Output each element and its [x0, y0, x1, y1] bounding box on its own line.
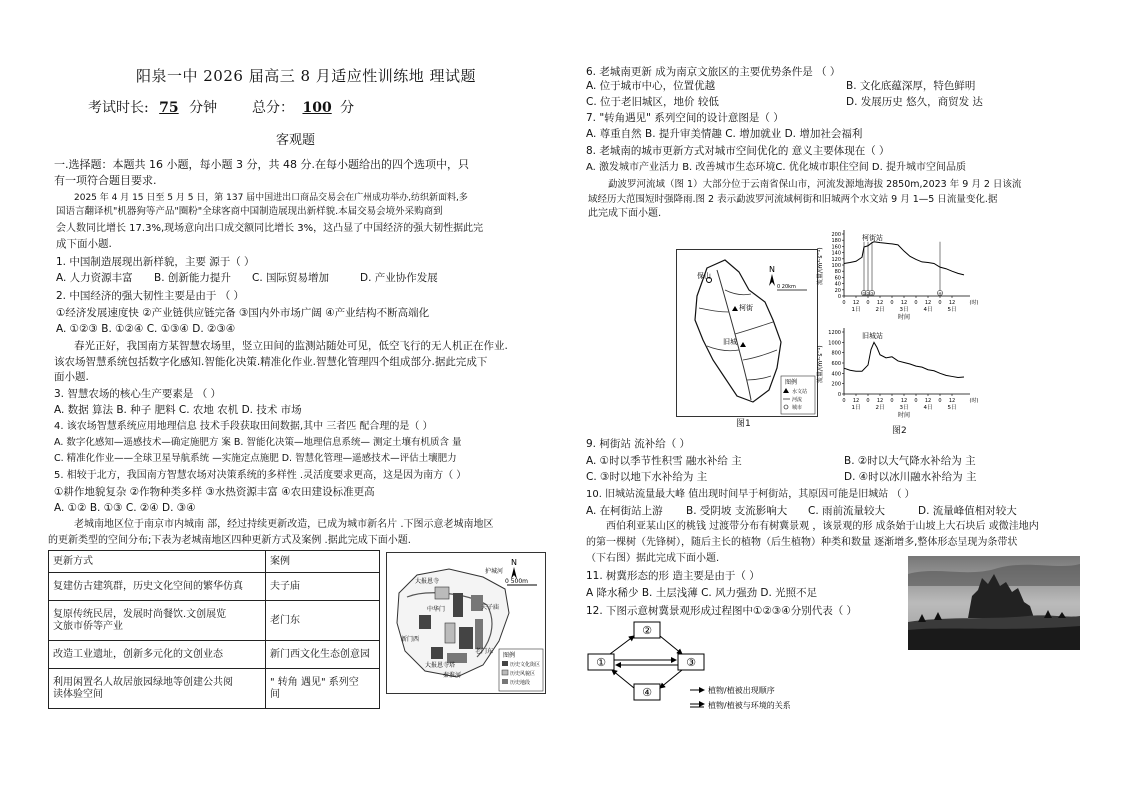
x-tick-label: 12 [876, 398, 884, 404]
map-label: 新门西 [401, 636, 420, 643]
figure2-caption: 图2 [892, 426, 907, 436]
station-title: 柯街站 [862, 234, 883, 242]
day-label: 3日 [899, 405, 909, 411]
passage4-line-1: 勐波罗河流域（图 1）大部分位于云南省保山市，河流发源地海拔 2850m,2023 年 9 月 2 日该流 [608, 179, 1022, 190]
map-label: 中华门 [427, 606, 446, 613]
table-cell: 复建仿古建筑群，历史文化空间的繁华仿真 [49, 573, 266, 601]
x-tick-label: 12 [900, 300, 908, 306]
q8-options: A. 激发城市产业活力 B. 改善城市生态环境C. 优化城市职住空间 D. 提升城市空间品质 [586, 162, 966, 173]
passage2-line-3: 面小题. [54, 371, 89, 383]
q9-option-c: C. ③时以地下水补给为 主 [586, 471, 708, 483]
x-tick-label: 12 [924, 300, 932, 306]
passage1-line-1: 2025 年 4 月 15 日至 5 月 5 日，第 137 届中国进出口商品交易会在广州成功举办,纺织新面料,多 [74, 193, 468, 203]
q11-options: A 降水稀少 B. 土层浅薄 C. 风力强劲 D. 光照不足 [586, 587, 818, 599]
table-header-case: 案例 [266, 551, 380, 573]
day-label: 2日 [875, 307, 885, 313]
time-value: 75 [159, 100, 179, 116]
q7-stem: 7. "转角遇见" 系列空间的设计意图是（ ） [586, 112, 784, 124]
passage2-line-1: 春光正好，我国南方某智慧农场里，竖立田间的监测站随处可见，低空飞行的无人机正在作业. [74, 340, 508, 352]
y-tick-label: 200 [831, 381, 841, 388]
place-label: 柯街 [739, 304, 753, 312]
legend-title: 图例 [503, 652, 516, 659]
table-cell: 老门东 [266, 601, 380, 641]
marker-label: ④ [938, 290, 942, 296]
old-city-south-map-svg [387, 553, 545, 693]
q10-option-a: A. 在柯街站上游 [586, 505, 663, 517]
basin-map-svg [677, 250, 817, 416]
y-tick-label: 120 [831, 256, 841, 263]
kejie-station-chart [816, 230, 978, 321]
passage3-line-1: 老城南地区位于南京市内城南 部，经过持续更新改造，已成为城市新名片 .下图示意老城南地区 [74, 519, 494, 530]
passage1-line-2: 国语言翻译机"机器狗等产品"圈粉"全球客商中国制造展现出新样貌.本届交易会境外采购商到 [56, 206, 443, 217]
passage2-line-2: 该农场智慧系统包括数字化感知.智能化决策.精准化作业.智慧化管理四个组成部分.据此完成下 [54, 356, 488, 368]
tree-landscape-photo [908, 556, 1080, 650]
table-header-method: 更新方式 [49, 551, 266, 573]
legend-item: 历史文化街区 [510, 662, 541, 668]
day-label: 4日 [923, 307, 933, 313]
place-label: 保山 [697, 272, 711, 280]
flow-legend-sequence: 植物/植被出现顺序 [708, 686, 775, 695]
x-tick-label: 0 [938, 398, 942, 404]
q10-option-b: B. 受阴坡 支流影响大 [686, 505, 788, 517]
passage3-line-2: 的更新类型的空间分布;下表为老城南地区四种更新方式及案例 .据此完成下面小题. [48, 535, 411, 546]
passage5-line-1: 西伯利亚某山区的桃钱 过渡带分布有树冀景观 ，该景观的形 成条始于山坡上大石块后 或微洼地内 [606, 521, 1039, 532]
day-label: 3日 [899, 307, 909, 313]
table-row [49, 573, 380, 601]
map-scale: 0 20km [777, 284, 796, 290]
map-label: 护城河 [485, 568, 504, 575]
x-tick-label: 12 [876, 300, 884, 306]
q2-items: ①经济发展速度快 ②产业链供应链完备 ③国内外市场广阔 ④产业结构不断高端化 [56, 307, 430, 319]
day-label: 5日 [947, 405, 957, 411]
day-label: 4日 [923, 405, 933, 411]
y-tick-label: 0 [837, 392, 841, 398]
q8-stem: 8. 老城南的城市更新方式对城市空间优化的 意义主要体现在（ ） [586, 145, 890, 157]
x-tick-label: 0 [866, 398, 870, 404]
flow-node-label: ② [642, 624, 652, 637]
q5-items: ①耕作地貌复杂 ②作物种类多样 ③水热资源丰富 ④农田建设标准更高 [54, 486, 375, 498]
x-unit-label: (时) [969, 398, 979, 404]
flow-node-label: ③ [686, 656, 696, 669]
y-axis-label: 流量/(m³·s⁻¹) [817, 247, 824, 285]
x-tick-label: 0 [890, 398, 894, 404]
q9-option-a: A. ①时以季节性积雪 融水补给 主 [586, 455, 742, 467]
tree-wave-flow-diagram [586, 618, 846, 716]
map-label: 夫子庙 [481, 604, 500, 611]
section-title: 客观题 [276, 133, 316, 148]
y-tick-label: 60 [834, 275, 841, 282]
q6-option-a: A. 位于城市中心，位置优越 [586, 80, 716, 92]
flow-legend-relation: 植物/植被与环境的关系 [708, 701, 791, 710]
x-tick-label: 12 [852, 398, 860, 404]
legend-item: 城市 [792, 405, 803, 411]
x-tick-label: 0 [890, 300, 894, 306]
marker-label: ② [866, 290, 870, 296]
north-label: N [769, 265, 775, 274]
map-label: 秦淮河 [443, 672, 462, 679]
day-label: 1日 [851, 405, 861, 411]
table-row [49, 601, 380, 641]
y-tick-label: 1200 [828, 330, 841, 336]
q6-stem: 6. 老城南更新 成为南京文旅区的主要优势条件是 （ ） [586, 66, 841, 78]
exam-title: 阳泉一中 2026 届高三 8 月适应性训练地 理试题 [136, 67, 477, 85]
q5-stem: 5. 相较于北方，我国南方智慧农场对决策系统的多样性 .灵活度要求更高，这是因为南方（ ） [54, 470, 467, 481]
x-tick-label: 12 [948, 398, 956, 404]
flow-line [844, 342, 964, 377]
map-scale: 0 500m [505, 578, 529, 585]
x-axis-label: 时间 [897, 412, 911, 419]
x-tick-label: 12 [852, 300, 860, 306]
table-cell: 夫子庙 [266, 573, 380, 601]
day-label: 2日 [875, 405, 885, 411]
passage1-line-3: 会人数同比增长 17.3%,现场意向出口成交额同比增长 3%，这凸显了中国经济的强大韧性据此完 [56, 223, 484, 234]
x-tick-label: 0 [842, 300, 846, 306]
jiucheng-station-chart [816, 328, 978, 419]
q1-option-b: B. 创新能力提升 [154, 272, 231, 284]
y-tick-label: 160 [831, 244, 841, 251]
passage4-line-2: 域经历大范围短时强降雨.图 2 表示勐波罗河流域柯街和旧城两个水文站 9 月 1—5 日流量变化.据 [588, 194, 998, 205]
score-value: 100 [302, 100, 332, 116]
table-cell: 新门西文化生态创意园 [266, 641, 380, 669]
legend-item: 历史风貌区 [510, 671, 536, 677]
q9-option-b: B. ②时以大气降水补给为 主 [844, 455, 976, 467]
station-title: 旧城站 [862, 332, 883, 340]
y-tick-label: 200 [831, 232, 841, 238]
renewal-table [48, 550, 380, 709]
y-tick-label: 40 [834, 281, 841, 288]
instruction-line-1: 一.选择题：本题共 16 小题，每小题 3 分，共 48 分.在每小题给出的四个选项中，只 [54, 158, 469, 171]
q1-option-d: D. 产业协作发展 [360, 272, 438, 284]
legend-item: 河流 [792, 397, 803, 403]
legend-item: 水文站 [792, 389, 808, 395]
q1-stem: 1. 中国制造展现出新样貌，主要 源于（ ） [56, 256, 255, 268]
q9-stem: 9. 柯街站 流补给（ ） [586, 438, 691, 450]
y-tick-label: 600 [831, 361, 841, 367]
old-city-south-map [386, 552, 546, 694]
q10-option-c: C. 雨前流量较大 [808, 505, 886, 517]
score-unit: 分 [340, 100, 355, 116]
legend-item: 历史地段 [510, 680, 531, 686]
y-tick-label: 800 [831, 350, 841, 357]
y-tick-label: 1000 [828, 340, 841, 347]
basin-map-figure1 [676, 249, 818, 417]
y-tick-label: 0 [837, 294, 841, 300]
q6-option-d: D. 发展历史 悠久，商贸发 达 [846, 96, 983, 108]
flow-node-label: ① [596, 656, 606, 669]
time-unit: 分钟 [189, 100, 218, 116]
q3-stem: 3. 智慧农场的核心生产要素是 （ ） [54, 388, 222, 400]
legend-title: 图例 [785, 379, 798, 386]
exam-time-row [88, 102, 354, 115]
place-label: 旧城 [723, 338, 737, 346]
x-tick-label: 0 [938, 300, 942, 306]
figure1-caption: 图1 [736, 419, 751, 429]
passage4-line-3: 此完成下面小题. [588, 208, 662, 219]
map-label: 大报恩寺 [415, 578, 440, 585]
q5-options: A. ①② B. ①③ C. ②④ D. ③④ [54, 502, 196, 514]
x-tick-label: 0 [866, 300, 870, 306]
x-tick-label: 12 [900, 398, 908, 404]
north-label: N [511, 558, 517, 567]
table-cell: " 转角 遇见" 系列空 间 [266, 669, 380, 709]
table-cell: 利用闲置名人故居旅园绿地等创建公共阅 读体验空间 [49, 669, 266, 709]
x-tick-label: 12 [924, 398, 932, 404]
day-label: 5日 [947, 307, 957, 313]
y-tick-label: 140 [831, 250, 841, 257]
x-axis-label: 时间 [897, 314, 911, 321]
q4-option-cd: C. 精准化作业——全球卫星导航系统 —实施定点施肥 D. 智慧化管理—遥感技术—评估土壤肥力 [54, 453, 457, 464]
q2-options: A. ①②③ B. ①②④ C. ①③④ D. ②③④ [56, 323, 236, 335]
y-tick-label: 80 [834, 269, 841, 276]
hydrograph-figure2 [814, 224, 990, 430]
q3-options: A. 数据 算法 B. 种子 肥料 C. 农地 农机 D. 技术 市场 [54, 404, 302, 416]
x-tick-label: 0 [842, 398, 846, 404]
map-label: 老门东 [475, 648, 494, 655]
q1-option-a: A. 人力资源丰富 [56, 272, 133, 284]
table-row [49, 641, 380, 669]
flow-line [844, 242, 964, 275]
table-cell: 改造工业遗址，创新多元化的文创业态 [49, 641, 266, 669]
marker-label: ③ [870, 290, 874, 296]
passage1-line-4: 成下面小题. [56, 238, 112, 250]
passage5-line-3: （下右图）据此完成下面小题. [586, 553, 720, 564]
marker-label: ① [862, 290, 866, 296]
passage5-line-2: 的第一棵树（先锋树），随后主长的植物（后生植物）种类和数量 逐渐增多,整体形态呈现为条带状 [586, 537, 1018, 548]
instruction-line-2: 有一项符合题目要求. [54, 174, 157, 187]
x-tick-label: 0 [914, 398, 918, 404]
y-tick-label: 100 [831, 263, 841, 269]
x-tick-label: 12 [948, 300, 956, 306]
table-cell: 复原传统民居，发展时尚餐饮.文创展览 文旅市侨等产业 [49, 601, 266, 641]
y-tick-label: 400 [831, 371, 841, 378]
q4-option-ab: A. 数字化感知—遥感技术—确定施肥方 案 B. 智能化决策—地理信息系统— 测定土壤有机质含 量 [54, 437, 462, 448]
day-label: 1日 [851, 307, 861, 313]
y-tick-label: 180 [831, 238, 841, 245]
q12-stem: 12. 下图示意树冀景观形成过程图中①②③④分别代表（ ） [586, 605, 858, 617]
table-row [49, 669, 380, 709]
flow-node-label: ④ [642, 686, 652, 699]
q7-options: A. 尊重自然 B. 提升审美情趣 C. 增加就业 D. 增加社会福利 [586, 128, 863, 140]
y-tick-label: 20 [834, 287, 841, 294]
map-label: 大报恩寺塔 [425, 662, 456, 669]
time-label: 考试时长: [88, 100, 149, 116]
q10-option-d: D. 流量峰值相对较大 [918, 505, 1017, 517]
q11-stem: 11. 树冀形态的形 造主要是由于（ ） [586, 570, 760, 582]
q9-option-d: D. ④时以冰川融水补给为 主 [844, 471, 977, 483]
q6-option-b: B. 文化底蕴深厚，特色鲜明 [846, 80, 976, 92]
y-axis-label: 流量/(m³·s⁻¹) [817, 345, 824, 383]
x-tick-label: 0 [914, 300, 918, 306]
q4-stem: 4. 该农场智慧系统应用地理信息 技术手段获取田间数据,其中 三者匹 配合理的是（ ） [54, 421, 433, 432]
x-unit-label: (时) [969, 300, 979, 306]
q6-option-c: C. 位于老旧城区，地价 较低 [586, 96, 719, 108]
q10-stem: 10. 旧城站流量最大峰 值出现时间早于柯街站，其原因可能是旧城站 （ ） [586, 489, 915, 500]
north-arrow-icon [769, 274, 775, 286]
score-label: 总分： [252, 100, 295, 116]
q2-stem: 2. 中国经济的强大韧性主要是由于 （ ） [56, 290, 245, 302]
q1-option-c: C. 国际贸易增加 [252, 272, 330, 284]
